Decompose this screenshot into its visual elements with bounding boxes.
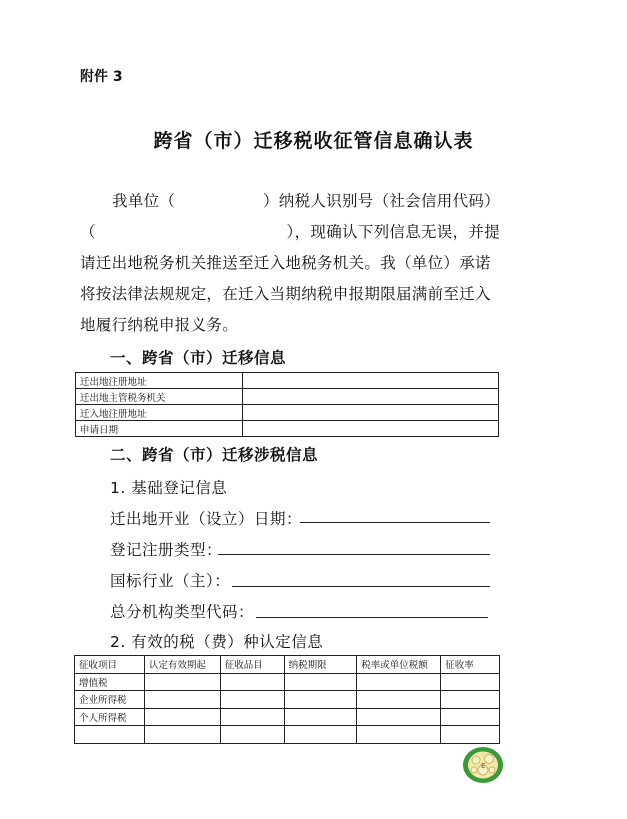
table-row — [76, 373, 499, 389]
paragraph-line-2-b: ），现确认下列信息无误，并提 — [286, 223, 500, 241]
table-cell[interactable] — [357, 726, 441, 744]
attachment-label: 附件 3 — [80, 69, 123, 85]
field-label-industry: 国标行业（主）： — [110, 572, 231, 590]
field-line-branch-type[interactable] — [256, 617, 488, 618]
table-row — [75, 691, 500, 709]
field-label-branch-type: 总分机构类型代码： — [110, 603, 255, 621]
table-cell[interactable] — [284, 691, 357, 709]
seal-stamp-icon — [461, 745, 505, 785]
row-label: 申请日期 — [76, 421, 243, 437]
subsection-tax-types: 2. 有效的税（费）种认定信息 — [110, 633, 324, 651]
table-cell: 增值税 — [75, 673, 145, 691]
row-label: 迁出地注册地址 — [76, 373, 243, 389]
col-header: 纳税期限 — [284, 656, 357, 674]
paragraph-line-3: 请迁出地税务机关推送至迁入地税务机关。我（单位）承诺 — [80, 254, 491, 272]
table-cell[interactable] — [357, 673, 441, 691]
col-header: 征收项目 — [75, 656, 145, 674]
table-cell[interactable] — [441, 673, 500, 691]
tax-type-table — [74, 655, 500, 744]
col-header: 认定有效期起 — [144, 656, 220, 674]
field-label-open-date: 迁出地开业（设立）日期： — [110, 510, 303, 528]
field-line-open-date[interactable] — [300, 522, 490, 523]
table-row — [76, 421, 499, 437]
migration-info-table — [75, 372, 499, 437]
table-cell: 个人所得税 — [75, 708, 145, 726]
field-label-registration-type: 登记注册类型： — [110, 541, 223, 559]
row-value[interactable] — [243, 373, 499, 389]
section-2-heading: 二、跨省（市）迁移涉税信息 — [110, 446, 319, 464]
table-row — [75, 726, 500, 744]
table-cell[interactable] — [441, 691, 500, 709]
table-header-row — [75, 656, 500, 674]
table-cell[interactable] — [441, 726, 500, 744]
paragraph-line-1 — [80, 186, 500, 217]
row-value[interactable] — [243, 389, 499, 405]
field-line-industry[interactable] — [232, 586, 490, 587]
paragraph-line-2 — [80, 217, 500, 248]
table-row — [75, 708, 500, 726]
table-cell[interactable] — [441, 708, 500, 726]
section-1-heading: 一、跨省（市）迁移信息 — [110, 349, 287, 367]
table-cell: 企业所得税 — [75, 691, 145, 709]
row-label: 迁入地注册地址 — [76, 405, 243, 421]
table-cell[interactable] — [75, 726, 145, 744]
field-line-registration-type[interactable] — [218, 554, 490, 555]
svg-text:E: E — [481, 762, 486, 770]
col-header: 税率或单位税额 — [357, 656, 441, 674]
table-cell[interactable] — [357, 691, 441, 709]
paragraph-line-5: 地履行纳税申报义务。 — [80, 316, 239, 334]
table-cell[interactable] — [144, 708, 220, 726]
table-cell[interactable] — [144, 673, 220, 691]
subsection-basic-registration: 1. 基础登记信息 — [110, 479, 228, 497]
table-cell[interactable] — [357, 708, 441, 726]
table-cell[interactable] — [144, 726, 220, 744]
table-cell[interactable] — [220, 673, 284, 691]
table-cell[interactable] — [284, 708, 357, 726]
row-value[interactable] — [243, 405, 499, 421]
row-value[interactable] — [243, 421, 499, 437]
table-row — [76, 405, 499, 421]
paragraph-line-1-a: 我单位（ — [112, 192, 176, 210]
paragraph-line-1-b: ）纳税人识别号（社会信用代码） — [262, 192, 500, 210]
col-header: 征收率 — [441, 656, 500, 674]
paragraph-line-2-a: （ — [80, 223, 96, 241]
table-cell[interactable] — [144, 691, 220, 709]
table-cell[interactable] — [220, 708, 284, 726]
table-row — [76, 389, 499, 405]
table-cell[interactable] — [220, 691, 284, 709]
row-label: 迁出地主管税务机关 — [76, 389, 243, 405]
table-cell[interactable] — [284, 673, 357, 691]
commitment-paragraph — [80, 186, 500, 341]
table-cell[interactable] — [284, 726, 357, 744]
col-header: 征收品目 — [220, 656, 284, 674]
paragraph-line-4: 将按法律法规规定，在迁入当期纳税申报期限届满前至迁入 — [80, 285, 491, 303]
document-title: 跨省（市）迁移税收征管信息确认表 — [153, 130, 474, 152]
table-row — [75, 673, 500, 691]
table-cell[interactable] — [220, 726, 284, 744]
